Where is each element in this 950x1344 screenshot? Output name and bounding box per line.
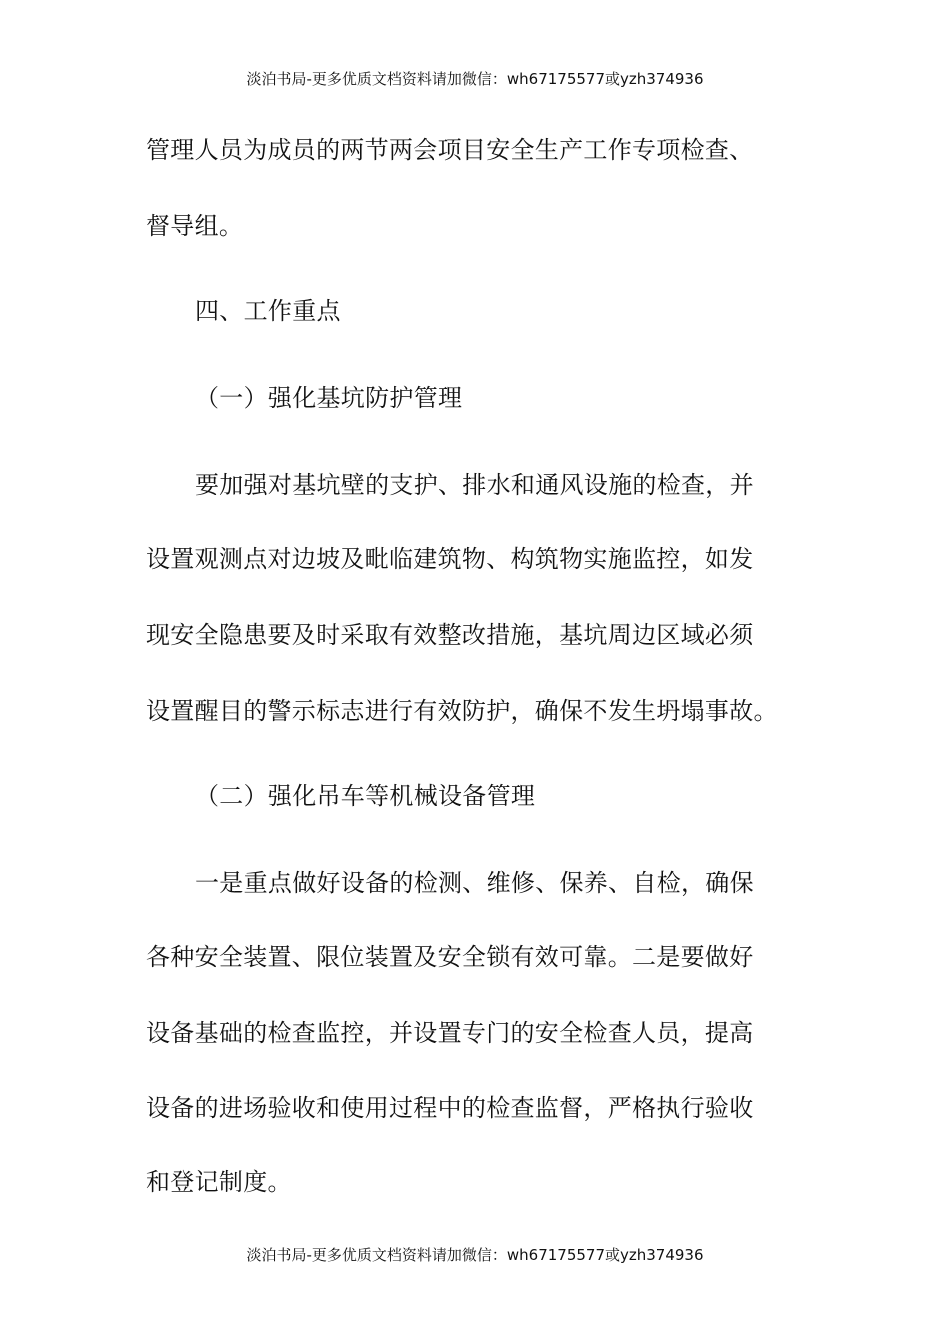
subsection-heading: （二）强化吊车等机械设备管理 — [195, 782, 536, 810]
paragraph-line: 一是重点做好设备的检测、维修、保养、自检，确保 — [195, 869, 754, 897]
paragraph-line: 设置观测点对边坡及毗临建筑物、构筑物实施监控，如发 — [146, 545, 754, 573]
paragraph-line: 设备的进场验收和使用过程中的检查监督，严格执行验收 — [146, 1094, 754, 1122]
paragraph-line: 设置醒目的警示标志进行有效防护，确保不发生坍塌事故。 — [146, 697, 778, 725]
paragraph-line: 各种安全装置、限位装置及安全锁有效可靠。二是要做好 — [146, 943, 754, 971]
page-footer-watermark: 淡泊书局-更多优质文档资料请加微信：wh67175577或yzh374936 — [246, 1246, 704, 1264]
paragraph-line: 现安全隐患要及时采取有效整改措施，基坑周边区域必须 — [146, 621, 754, 649]
paragraph-line: 和登记制度。 — [146, 1168, 292, 1196]
section-heading: 四、工作重点 — [195, 297, 341, 325]
paragraph-line: 要加强对基坑壁的支护、排水和通风设施的检查，并 — [195, 471, 754, 499]
paragraph-line: 管理人员为成员的两节两会项目安全生产工作专项检查、 — [146, 136, 754, 164]
paragraph-line: 督导组。 — [146, 212, 244, 240]
page-header-watermark: 淡泊书局-更多优质文档资料请加微信：wh67175577或yzh374936 — [246, 70, 704, 88]
subsection-heading: （一）强化基坑防护管理 — [195, 384, 463, 412]
paragraph-line: 设备基础的检查监控，并设置专门的安全检查人员，提高 — [146, 1019, 754, 1047]
